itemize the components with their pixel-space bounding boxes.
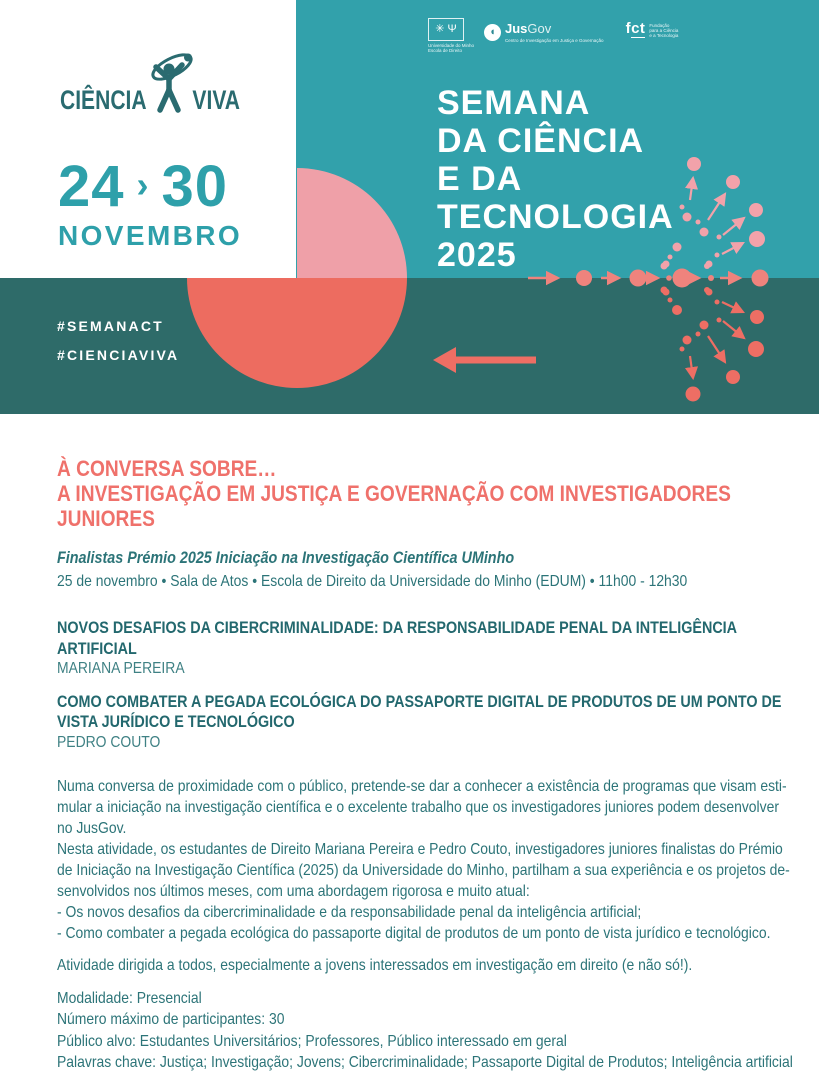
chevron-right-icon: › [136,164,150,205]
uminho-caption-line2: Escola de Direito [428,48,463,53]
hashtags [57,318,179,376]
date-start: 24 [58,154,125,219]
description-line: mular a iniciação na investigação científica e o excelente trabalho que os investigadores juniores podem desenvolver [57,799,779,816]
description-line: senvolvidos nos últimos meses, com uma abordagem rigorosa e muito atual: [57,883,530,900]
event-dates [58,156,242,252]
uminho-glyphs-icon: ✳ Ψ [428,18,464,41]
uminho-caption [428,43,475,53]
talk-speaker: PEDRO COUTO [57,733,161,751]
brand-word-viva: VIVA [192,85,240,115]
ciencia-viva-logo [60,54,240,116]
uminho-caption-line1: Universidade do Minho [428,43,475,48]
dates-range [58,156,242,218]
left-arrow-icon [433,347,536,373]
talks-list [57,618,819,753]
uminho-logo [428,18,475,53]
jusgov-caption: Centro de Investigação em Justiça e Governação [505,38,604,43]
event-subtitle: Finalistas Prémio 2025 Iniciação na Investigação Científica UMinho [57,549,515,567]
talk-item [57,692,819,754]
talk-speaker: MARIANA PEREIRA [57,660,185,677]
salmon-semicircle-decoration [187,278,407,388]
description-line: de Iniciação na Investigação Científica (2025) da Universidade do Minho, partilham a sua experiência e os projetos de- [57,862,790,879]
title-line-4: TECNOLOGIA [437,198,674,236]
practical-details [57,988,819,1073]
session-info: 25 de novembro • Sala de Atos • Escola de Direito da Universidade do Minho (EDUM) • 11h00 - 12h30 [57,573,688,590]
description-line: no JusGov. [57,820,127,837]
audience-note: Atividade dirigida a todos, especialmente a jovens interessados em investigação em direito (e não só!). [57,957,693,974]
event-kicker: À CONVERSA SOBRE… [57,456,277,481]
title-line-1: SEMANA [437,84,591,122]
hashtag-cienciaviva: #CIENCIAVIVA [57,347,180,363]
detail-participantes: Número máximo de participantes: 30 [57,1011,285,1029]
description-line: - Os novos desafios da cibercriminalidade e da responsabilidade penal da inteligência artificial; [57,904,642,921]
fct-logo [626,22,679,38]
detail-palavras-chave: Palavras chave: Justiça; Investigação; Jovens; Cibercriminalidade; Passaporte Digital de Produtos; Inteligência artificial [57,1053,793,1071]
white-panel [0,0,296,278]
hashtag-semanact: #SEMANACT [57,318,164,334]
talk-item [57,618,819,680]
person-orbit-icon [145,52,197,114]
title-line-5: 2025 [437,236,517,274]
event-details-section [0,414,819,1073]
title-line-3: E DA [437,160,523,198]
poster-header [0,0,819,414]
fct-caption-line2: para a Ciência [649,28,679,33]
partner-logos [428,18,678,53]
description-line: Numa conversa de proximidade com o público, pretende-se dar a conhecer a existência de programas que visam esti- [57,778,787,795]
pink-quarter-circle-decoration [297,168,407,278]
description-line: Nesta atividade, os estudantes de Direito Mariana Pereira e Pedro Couto, investigadores juniores finalistas do Prémio [57,841,783,858]
jusgov-icon: ◖ [484,24,501,41]
date-month: NOVEMBRO [58,220,243,251]
detail-modalidade: Modalidade: Presencial [57,990,202,1007]
jusgov-logo [484,21,604,43]
fct-caption-line3: e a Tecnologia [649,33,679,38]
description-line: - Como combater a pegada ecológica do passaporte digital de produtos de um ponto de vista jurídico e tecnológico. [57,925,771,942]
event-description [57,776,819,944]
date-end: 30 [161,154,229,219]
title-line-2: DA CIÊNCIA [437,122,645,160]
detail-publico-alvo: Público alvo: Estudantes Universitários; Professores, Público interessado em geral [57,1032,567,1050]
fct-name: fct [625,20,646,37]
network-burst-decoration [410,140,790,414]
fct-caption-line1: Fundação [649,23,670,28]
jusgov-name: JusGov [505,21,552,36]
brand-word-ciencia: CIÊNCIA [60,85,147,115]
talk-title: COMO COMBATER A PEGADA ECOLÓGICA DO PASSAPORTE DIGITAL DE PRODUTOS DE UM PONTO DE VISTA JURÍDICO E TECNOLÓGICO [57,692,782,731]
fct-caption [649,23,678,38]
talk-title: NOVOS DESAFIOS DA CIBERCRIMINALIDADE: DA RESPONSABILIDADE PENAL DA INTELIGÊNCIA ARTIFICIAL [57,619,737,658]
event-title: A INVESTIGAÇÃO EM JUSTIÇA E GOVERNAÇÃO COM INVESTIGADORES JUNIORES [57,481,731,531]
